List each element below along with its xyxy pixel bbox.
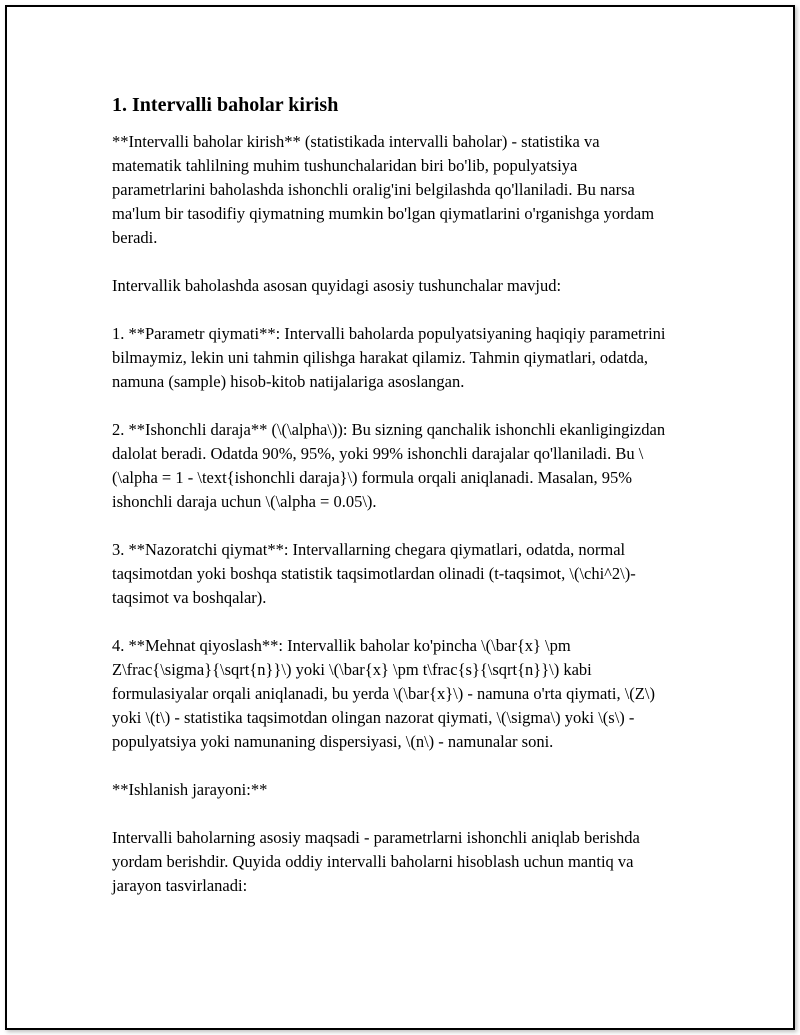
section-heading: 1. Intervalli baholar kirish bbox=[112, 94, 339, 116]
paragraph-item-3: 3. **Nazoratchi qiymat**: Intervallarning chegara qiymatlari, odatda, normal taqsimotdan yoki boshqa statistik taqsimotlardan olinadi (t-taqsimot, \(\chi^2\)-taqsimot va boshqalar). bbox=[112, 540, 636, 607]
paragraph-concepts-lead: Intervallik baholashda asosan quyidagi asosiy tushunchalar mavjud: bbox=[112, 276, 562, 295]
paragraph-intro: **Intervalli baholar kirish** (statistikada intervalli baholar) - statistika va matematik tahlilning muhim tushunchalaridan biri bo'lib, populyatsiya parametrlarini baholashda ishonchli oralig'ini belgilashda qo'llaniladi. Bu narsa ma'lum bir tasodifiy qiymatning mumkin bo'lgan qiymatlarini o'rganishga yordam beradi. bbox=[112, 132, 655, 247]
paragraph-subheading: **Ishlanish jarayoni:** bbox=[112, 780, 268, 799]
document-body bbox=[112, 92, 672, 922]
paragraph-process: Intervalli baholarning asosiy maqsadi - parametrlarni ishonchli aniqlab berishda yordam berishdir. Quyida oddiy intervalli baholarni hisoblash uchun mantiq va jarayon tasvirlanadi: bbox=[112, 828, 640, 895]
paragraph-item-2: 2. **Ishonchli daraja** (\(\alpha\)): Bu sizning qanchalik ishonchli ekanligingizdan dalolat beradi. Odatda 90%, 95%, yoki 99% ishonchli darajalar qo'llaniladi. Bu \(\alpha = 1 - \text{ishonchli daraja}\) formula orqali aniqlanadi. Masalan, 95% ishonchli daraja uchun \(\alpha = 0.05\). bbox=[112, 420, 666, 511]
paragraph-item-4: 4. **Mehnat qiyoslash**: Intervallik baholar ko'pincha \(\bar{x} \pm Z\frac{\sigma}{\sqrt{n}}\) yoki \(\bar{x} \pm t\frac{s}{\sqrt{n}}\) kabi formulasiyalar orqali aniqlanadi, bu yerda \(\bar{x}\) - namuna o'rta qiymati, \(Z\) yoki \(t\) - statistika taqsimotdan olingan nazorat qiymati, \(\sigma\) yoki \(s\) - populyatsiya yoki namunaning dispersiyasi, \(n\) - namunalar soni. bbox=[112, 636, 655, 751]
paragraph-item-1: 1. **Parametr qiymati**: Intervalli baholarda populyatsiyaning haqiqiy parametrini bilmaymiz, lekin uni tahmin qilishga harakat qilamiz. Tahmin qiymatlari, odatda, namuna (sample) hisob-kitob natijalariga asoslangan. bbox=[112, 324, 666, 391]
